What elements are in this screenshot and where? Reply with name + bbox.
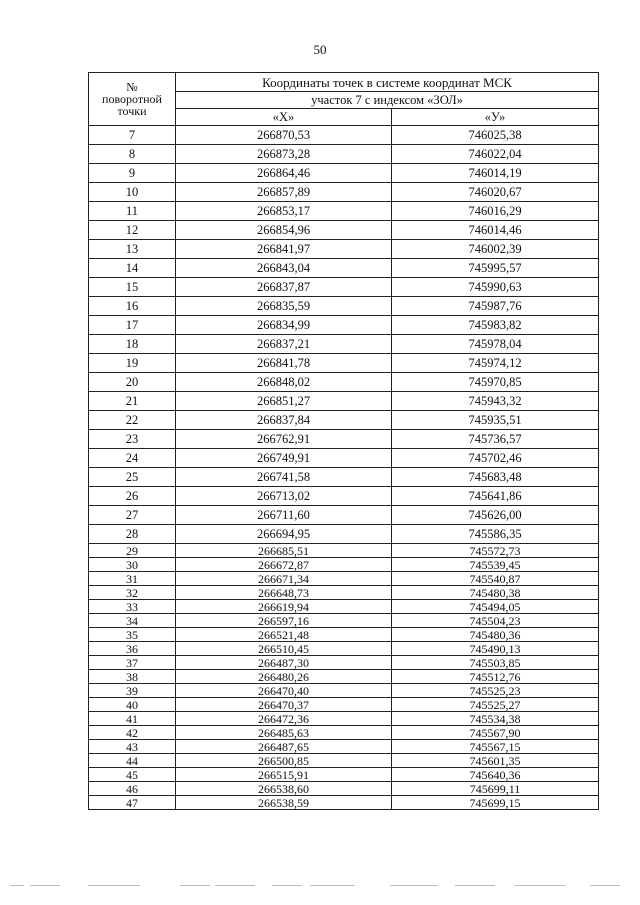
table-row [89, 642, 599, 656]
point-number-cell: 25 [89, 468, 176, 487]
table-row [89, 614, 599, 628]
y-coordinate-cell: 745525,27 [392, 698, 599, 712]
y-coordinate-cell: 746002,39 [392, 240, 599, 259]
table-row [89, 240, 599, 259]
point-number-cell: 19 [89, 354, 176, 373]
y-coordinate-cell: 746020,67 [392, 183, 599, 202]
point-number-cell: 33 [89, 600, 176, 614]
x-coordinate-cell: 266864,46 [176, 164, 392, 183]
point-number-cell: 13 [89, 240, 176, 259]
x-coordinate-cell: 266762,91 [176, 430, 392, 449]
point-number-cell: 7 [89, 126, 176, 145]
x-coordinate-cell: 266671,34 [176, 572, 392, 586]
y-coordinate-cell: 745534,38 [392, 712, 599, 726]
y-coordinate-cell: 745683,48 [392, 468, 599, 487]
point-number-cell: 43 [89, 740, 176, 754]
x-coordinate-cell: 266470,40 [176, 684, 392, 698]
coordinates-title-header: Координаты точек в системе координат МСК [176, 73, 599, 92]
x-coordinate-cell: 266848,02 [176, 373, 392, 392]
table-row [89, 373, 599, 392]
x-coordinate-cell: 266487,30 [176, 656, 392, 670]
x-coordinate-cell: 266741,58 [176, 468, 392, 487]
y-coordinate-cell: 746014,19 [392, 164, 599, 183]
x-coordinate-cell: 266837,87 [176, 278, 392, 297]
y-coordinate-cell: 746022,04 [392, 145, 599, 164]
table-row [89, 297, 599, 316]
y-coordinate-cell: 745480,36 [392, 628, 599, 642]
y-coordinate-cell: 745539,45 [392, 558, 599, 572]
y-coordinate-cell: 745504,23 [392, 614, 599, 628]
table-row [89, 164, 599, 183]
point-number-cell: 26 [89, 487, 176, 506]
x-coordinate-cell: 266841,78 [176, 354, 392, 373]
table-row [89, 544, 599, 558]
table-row [89, 506, 599, 525]
table-row [89, 684, 599, 698]
table-row [89, 754, 599, 768]
x-coordinate-cell: 266837,21 [176, 335, 392, 354]
point-number-cell: 15 [89, 278, 176, 297]
y-coordinate-cell: 745572,73 [392, 544, 599, 558]
x-column-header: «Х» [176, 109, 392, 126]
x-coordinate-cell: 266538,60 [176, 782, 392, 796]
coordinates-table [88, 72, 599, 810]
point-number-cell: 12 [89, 221, 176, 240]
x-coordinate-cell: 266648,73 [176, 586, 392, 600]
table-row [89, 670, 599, 684]
y-coordinate-cell: 745987,76 [392, 297, 599, 316]
x-coordinate-cell: 266711,60 [176, 506, 392, 525]
x-coordinate-cell: 266854,96 [176, 221, 392, 240]
x-coordinate-cell: 266870,53 [176, 126, 392, 145]
x-coordinate-cell: 266597,16 [176, 614, 392, 628]
y-coordinate-cell: 745567,90 [392, 726, 599, 740]
point-number-cell: 47 [89, 796, 176, 810]
x-coordinate-cell: 266851,27 [176, 392, 392, 411]
table-row [89, 768, 599, 782]
y-coordinate-cell: 745494,05 [392, 600, 599, 614]
x-coordinate-cell: 266521,48 [176, 628, 392, 642]
point-number-cell: 28 [89, 525, 176, 544]
x-coordinate-cell: 266480,26 [176, 670, 392, 684]
y-coordinate-cell: 745640,36 [392, 768, 599, 782]
x-coordinate-cell: 266873,28 [176, 145, 392, 164]
x-coordinate-cell: 266841,97 [176, 240, 392, 259]
point-number-header [89, 73, 176, 126]
table-row [89, 487, 599, 506]
table-row [89, 740, 599, 754]
y-coordinate-cell: 745540,87 [392, 572, 599, 586]
table-row [89, 698, 599, 712]
point-number-cell: 39 [89, 684, 176, 698]
point-number-cell: 34 [89, 614, 176, 628]
point-number-cell: 37 [89, 656, 176, 670]
x-coordinate-cell: 266713,02 [176, 487, 392, 506]
y-coordinate-cell: 745641,86 [392, 487, 599, 506]
y-coordinate-cell: 745702,46 [392, 449, 599, 468]
table-row [89, 449, 599, 468]
table-row [89, 628, 599, 642]
coordinates-body [89, 126, 599, 810]
point-number-cell: 38 [89, 670, 176, 684]
y-column-header: «У» [392, 109, 599, 126]
y-coordinate-cell: 745699,11 [392, 782, 599, 796]
point-number-cell: 44 [89, 754, 176, 768]
x-coordinate-cell: 266853,17 [176, 202, 392, 221]
point-number-cell: 35 [89, 628, 176, 642]
table-row [89, 221, 599, 240]
table-row [89, 712, 599, 726]
y-coordinate-cell: 745990,63 [392, 278, 599, 297]
x-coordinate-cell: 266510,45 [176, 642, 392, 656]
y-coordinate-cell: 745736,57 [392, 430, 599, 449]
table-row [89, 782, 599, 796]
x-coordinate-cell: 266749,91 [176, 449, 392, 468]
y-coordinate-cell: 745525,23 [392, 684, 599, 698]
table-row [89, 600, 599, 614]
point-number-cell: 40 [89, 698, 176, 712]
x-coordinate-cell: 266843,04 [176, 259, 392, 278]
point-number-cell: 36 [89, 642, 176, 656]
y-coordinate-cell: 745974,12 [392, 354, 599, 373]
table-row [89, 183, 599, 202]
table-row [89, 796, 599, 810]
page-number: 50 [313, 42, 327, 57]
point-number-cell: 31 [89, 572, 176, 586]
y-coordinate-cell: 745490,13 [392, 642, 599, 656]
point-number-cell: 16 [89, 297, 176, 316]
point-number-cell: 20 [89, 373, 176, 392]
y-coordinate-cell: 745983,82 [392, 316, 599, 335]
x-coordinate-cell: 266619,94 [176, 600, 392, 614]
table-row [89, 259, 599, 278]
x-coordinate-cell: 266485,63 [176, 726, 392, 740]
table-row [89, 145, 599, 164]
point-number-cell: 42 [89, 726, 176, 740]
table-row [89, 430, 599, 449]
point-number-cell: 11 [89, 202, 176, 221]
point-number-cell: 24 [89, 449, 176, 468]
point-number-cell: 17 [89, 316, 176, 335]
point-number-cell: 8 [89, 145, 176, 164]
point-number-cell: 41 [89, 712, 176, 726]
table-row [89, 558, 599, 572]
x-coordinate-cell: 266834,99 [176, 316, 392, 335]
table-row [89, 316, 599, 335]
y-coordinate-cell: 745699,15 [392, 796, 599, 810]
table-row [89, 411, 599, 430]
y-coordinate-cell: 745970,85 [392, 373, 599, 392]
point-number-cell: 14 [89, 259, 176, 278]
y-coordinate-cell: 745586,35 [392, 525, 599, 544]
y-coordinate-cell: 745503,85 [392, 656, 599, 670]
y-coordinate-cell: 746025,38 [392, 126, 599, 145]
y-coordinate-cell: 745935,51 [392, 411, 599, 430]
y-coordinate-cell: 745978,04 [392, 335, 599, 354]
x-coordinate-cell: 266857,89 [176, 183, 392, 202]
table-row [89, 525, 599, 544]
point-number-cell: 23 [89, 430, 176, 449]
y-coordinate-cell: 746016,29 [392, 202, 599, 221]
point-number-cell: 10 [89, 183, 176, 202]
x-coordinate-cell: 266487,65 [176, 740, 392, 754]
x-coordinate-cell: 266835,59 [176, 297, 392, 316]
y-coordinate-cell: 745512,76 [392, 670, 599, 684]
point-number-header-text: № поворотной точки [102, 80, 162, 118]
y-coordinate-cell: 745567,15 [392, 740, 599, 754]
table-row [89, 126, 599, 145]
point-number-cell: 9 [89, 164, 176, 183]
table-row [89, 335, 599, 354]
point-number-cell: 45 [89, 768, 176, 782]
x-coordinate-cell: 266515,91 [176, 768, 392, 782]
point-number-cell: 27 [89, 506, 176, 525]
x-coordinate-cell: 266685,51 [176, 544, 392, 558]
x-coordinate-cell: 266672,87 [176, 558, 392, 572]
point-number-cell: 22 [89, 411, 176, 430]
y-coordinate-cell: 745480,38 [392, 586, 599, 600]
point-number-cell: 46 [89, 782, 176, 796]
x-coordinate-cell: 266500,85 [176, 754, 392, 768]
plot-subtitle-header: участок 7 с индексом «ЗОЛ» [176, 92, 599, 109]
table-row [89, 656, 599, 670]
x-coordinate-cell: 266470,37 [176, 698, 392, 712]
table-row [89, 468, 599, 487]
point-number-cell: 32 [89, 586, 176, 600]
table-row [89, 202, 599, 221]
point-number-cell: 29 [89, 544, 176, 558]
y-coordinate-cell: 745626,00 [392, 506, 599, 525]
y-coordinate-cell: 745943,32 [392, 392, 599, 411]
y-coordinate-cell: 745601,35 [392, 754, 599, 768]
y-coordinate-cell: 745995,57 [392, 259, 599, 278]
table-row [89, 572, 599, 586]
table-row [89, 354, 599, 373]
table-row [89, 278, 599, 297]
point-number-cell: 30 [89, 558, 176, 572]
table-row [89, 392, 599, 411]
y-coordinate-cell: 746014,46 [392, 221, 599, 240]
x-coordinate-cell: 266837,84 [176, 411, 392, 430]
x-coordinate-cell: 266472,36 [176, 712, 392, 726]
point-number-cell: 18 [89, 335, 176, 354]
point-number-cell: 21 [89, 392, 176, 411]
table-row [89, 726, 599, 740]
x-coordinate-cell: 266694,95 [176, 525, 392, 544]
x-coordinate-cell: 266538,59 [176, 796, 392, 810]
table-row [89, 586, 599, 600]
scan-edge-marks [10, 883, 630, 889]
